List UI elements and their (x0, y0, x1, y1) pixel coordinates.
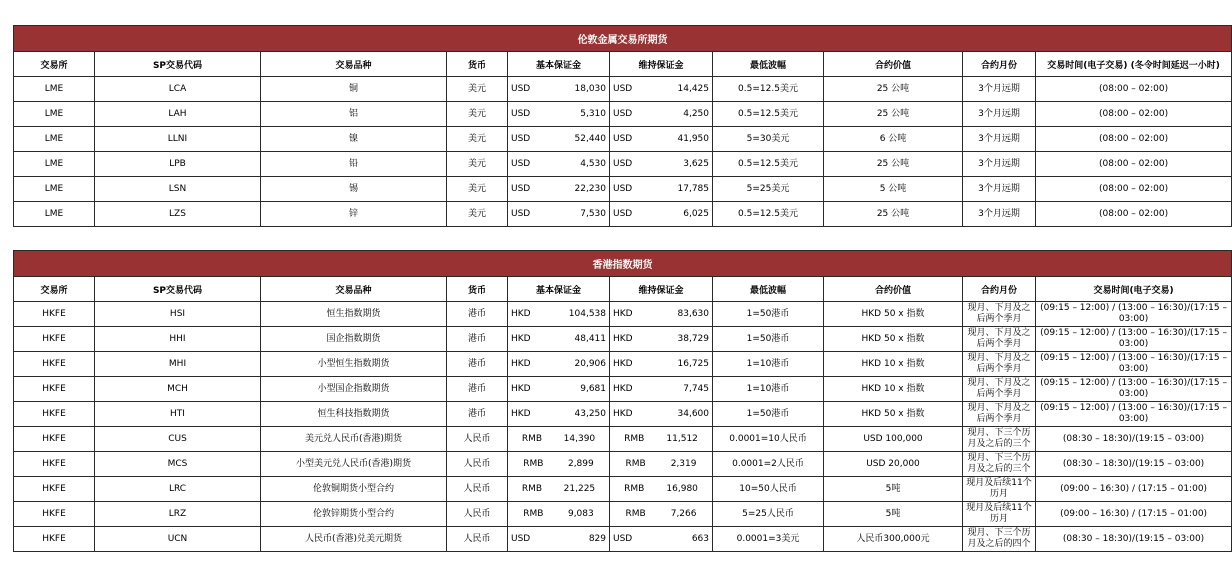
currency-code: USD (613, 133, 633, 144)
cell-exchange: LME (14, 177, 95, 202)
table-row (14, 452, 1232, 477)
cell-contract-value: HKD 50 x 指数 (824, 302, 963, 327)
amount: 21,225 (563, 483, 596, 494)
amount: 34,600 (677, 408, 709, 419)
cell-contract-month: 3个月远期 (963, 102, 1036, 127)
cell-trading-hours: (08:00 – 02:00) (1036, 77, 1232, 102)
amount: 7,745 (683, 383, 709, 394)
currency-code: USD (511, 158, 531, 169)
cell-sp-code: LRZ (95, 502, 261, 527)
currency-code: USD (613, 158, 633, 169)
table-row (14, 477, 1232, 502)
cell-sp-code: HSI (95, 302, 261, 327)
cell-contract-value: HKD 10 x 指数 (824, 377, 963, 402)
currency-code: HKD (613, 333, 633, 344)
cell-contract-value: 5吨 (824, 502, 963, 527)
cell-trading-hours: (08:00 – 02:00) (1036, 102, 1232, 127)
cell-contract-month: 现月、下月及之后两个季月 (963, 352, 1036, 377)
cell-initial-margin (508, 352, 610, 377)
header-product: 交易品种 (261, 277, 447, 302)
amount: 83,630 (677, 308, 709, 319)
table-row (14, 527, 1232, 552)
currency-code: USD (511, 133, 531, 144)
cell-trading-hours: (08:00 – 02:00) (1036, 177, 1232, 202)
cell-contract-value: 6 公吨 (824, 127, 963, 152)
cell-min-tick: 1=10港币 (713, 352, 824, 377)
currency-code: RMB (625, 508, 646, 519)
cell-sp-code: LPB (95, 152, 261, 177)
currency-code: HKD (613, 308, 633, 319)
cell-product: 铜 (261, 77, 447, 102)
cell-maintenance-margin (610, 102, 713, 127)
cell-trading-hours: (09:15 – 12:00) / (13:00 – 16:30)/(17:15 – 03:00) (1036, 327, 1232, 352)
amount: 38,729 (677, 333, 709, 344)
currency-code: RMB (523, 458, 544, 469)
cell-min-tick: 0.0001=3美元 (713, 527, 824, 552)
amount: 18,030 (574, 83, 606, 94)
currency-code: HKD (511, 408, 531, 419)
cell-sp-code: LCA (95, 77, 261, 102)
amount: 7,266 (670, 508, 697, 519)
cell-initial-margin (508, 452, 610, 477)
cell-product: 国企指数期货 (261, 327, 447, 352)
cell-sp-code: LAH (95, 102, 261, 127)
cell-min-tick: 0.5=12.5美元 (713, 202, 824, 227)
amount: 14,390 (563, 433, 596, 444)
amount: 6,025 (683, 208, 709, 219)
cell-product: 铝 (261, 102, 447, 127)
lme-table-title: 伦敦金属交易所期货 (14, 26, 1232, 52)
cell-currency: 港币 (447, 352, 508, 377)
amount: 7,530 (580, 208, 606, 219)
header-currency: 货币 (447, 277, 508, 302)
cell-maintenance-margin (610, 377, 713, 402)
header-contract-value: 合约价值 (824, 277, 963, 302)
cell-currency: 美元 (447, 152, 508, 177)
header-initial-margin: 基本保证金 (508, 52, 610, 77)
amount: 11,512 (666, 433, 698, 444)
amount: 22,230 (574, 183, 606, 194)
cell-sp-code: LZS (95, 202, 261, 227)
cell-contract-value: 5吨 (824, 477, 963, 502)
amount: 4,530 (580, 158, 606, 169)
cell-product: 镍 (261, 127, 447, 152)
amount: 2,319 (670, 458, 697, 469)
cell-initial-margin (508, 152, 610, 177)
amount: 9,083 (567, 508, 594, 519)
amount: 16,980 (666, 483, 698, 494)
amount: 16,725 (677, 358, 709, 369)
table-row (14, 77, 1232, 102)
cell-currency: 美元 (447, 177, 508, 202)
lme-header-row (14, 52, 1232, 77)
cell-maintenance-margin (610, 202, 713, 227)
cell-contract-value: HKD 10 x 指数 (824, 352, 963, 377)
cell-sp-code: MCS (95, 452, 261, 477)
cell-trading-hours: (09:15 – 12:00) / (13:00 – 16:30)/(17:15 – 03:00) (1036, 377, 1232, 402)
cell-exchange: HKFE (14, 352, 95, 377)
header-min-tick: 最低波幅 (713, 52, 824, 77)
cell-exchange: LME (14, 102, 95, 127)
table-row (14, 152, 1232, 177)
cell-exchange: HKFE (14, 302, 95, 327)
cell-currency: 人民币 (447, 452, 508, 477)
cell-currency: 人民币 (447, 427, 508, 452)
cell-currency: 港币 (447, 402, 508, 427)
cell-initial-margin (508, 477, 610, 502)
cell-contract-month: 现月、下三个历月及之后的四个 (963, 527, 1036, 552)
amount: 663 (691, 533, 709, 544)
cell-trading-hours: (08:00 – 02:00) (1036, 202, 1232, 227)
amount: 43,250 (574, 408, 606, 419)
cell-contract-value: HKD 50 x 指数 (824, 327, 963, 352)
cell-product: 伦敦铜期货小型合约 (261, 477, 447, 502)
table-row (14, 177, 1232, 202)
currency-code: RMB (624, 433, 645, 444)
cell-product: 小型恒生指数期货 (261, 352, 447, 377)
header-contract-month: 合约月份 (963, 52, 1036, 77)
cell-initial-margin (508, 302, 610, 327)
cell-trading-hours: (08:30 – 18:30)/(19:15 – 03:00) (1036, 427, 1232, 452)
cell-maintenance-margin (610, 477, 713, 502)
cell-initial-margin (508, 327, 610, 352)
amount: 3,625 (683, 158, 709, 169)
cell-contract-month: 3个月远期 (963, 127, 1036, 152)
table-row (14, 102, 1232, 127)
cell-contract-value: 25 公吨 (824, 202, 963, 227)
cell-exchange: HKFE (14, 402, 95, 427)
cell-contract-value: 25 公吨 (824, 77, 963, 102)
table-row (14, 302, 1232, 327)
amount: 104,538 (568, 308, 606, 319)
hk-header-row (14, 277, 1232, 302)
cell-exchange: HKFE (14, 427, 95, 452)
cell-currency: 美元 (447, 202, 508, 227)
currency-code: USD (613, 183, 633, 194)
cell-contract-month: 现月、下三个历月及之后的三个 (963, 427, 1036, 452)
cell-min-tick: 0.5=12.5美元 (713, 102, 824, 127)
amount: 5,310 (580, 108, 606, 119)
cell-currency: 美元 (447, 77, 508, 102)
header-min-tick: 最低波幅 (713, 277, 824, 302)
cell-initial-margin (508, 177, 610, 202)
header-contract-value: 合约价值 (824, 52, 963, 77)
cell-contract-month: 现月、下月及之后两个季月 (963, 327, 1036, 352)
cell-trading-hours: (09:00 – 16:30) / (17:15 – 01:00) (1036, 502, 1232, 527)
cell-sp-code: HTI (95, 402, 261, 427)
currency-code: HKD (511, 333, 531, 344)
cell-exchange: LME (14, 77, 95, 102)
currency-code: HKD (511, 383, 531, 394)
cell-product: 锡 (261, 177, 447, 202)
cell-maintenance-margin (610, 302, 713, 327)
amount: 17,785 (677, 183, 709, 194)
header-initial-margin: 基本保证金 (508, 277, 610, 302)
cell-currency: 港币 (447, 377, 508, 402)
table-row (14, 127, 1232, 152)
cell-currency: 港币 (447, 327, 508, 352)
cell-sp-code: LLNI (95, 127, 261, 152)
cell-maintenance-margin (610, 327, 713, 352)
currency-code: RMB (521, 483, 543, 494)
currency-code: RMB (521, 433, 543, 444)
lme-futures-table (13, 25, 1232, 227)
cell-product: 铅 (261, 152, 447, 177)
cell-contract-value: HKD 50 x 指数 (824, 402, 963, 427)
amount: 14,425 (677, 83, 709, 94)
cell-sp-code: MCH (95, 377, 261, 402)
cell-exchange: HKFE (14, 527, 95, 552)
header-maintenance-margin: 维持保证金 (610, 52, 713, 77)
cell-min-tick: 0.5=12.5美元 (713, 152, 824, 177)
cell-contract-month: 3个月远期 (963, 152, 1036, 177)
cell-contract-month: 现月、下月及之后两个季月 (963, 377, 1036, 402)
header-exchange: 交易所 (14, 52, 95, 77)
cell-maintenance-margin (610, 352, 713, 377)
cell-contract-value: 25 公吨 (824, 102, 963, 127)
header-maintenance-margin: 维持保证金 (610, 277, 713, 302)
currency-code: USD (511, 208, 531, 219)
currency-code: USD (511, 183, 531, 194)
cell-trading-hours: (09:15 – 12:00) / (13:00 – 16:30)/(17:15 – 03:00) (1036, 302, 1232, 327)
amount: 20,906 (574, 358, 606, 369)
cell-currency: 港币 (447, 302, 508, 327)
cell-sp-code: UCN (95, 527, 261, 552)
cell-initial-margin (508, 102, 610, 127)
cell-maintenance-margin (610, 452, 713, 477)
cell-min-tick: 0.5=12.5美元 (713, 77, 824, 102)
cell-contract-value: 人民币300,000元 (824, 527, 963, 552)
cell-initial-margin (508, 502, 610, 527)
header-contract-month: 合约月份 (963, 277, 1036, 302)
cell-min-tick: 5=25美元 (713, 177, 824, 202)
currency-code: USD (613, 108, 633, 119)
cell-sp-code: HHI (95, 327, 261, 352)
table-row (14, 377, 1232, 402)
cell-product: 伦敦锌期货小型合约 (261, 502, 447, 527)
cell-trading-hours: (09:15 – 12:00) / (13:00 – 16:30)/(17:15 – 03:00) (1036, 352, 1232, 377)
cell-maintenance-margin (610, 402, 713, 427)
cell-maintenance-margin (610, 427, 713, 452)
cell-currency: 人民币 (447, 477, 508, 502)
cell-contract-month: 现月、下月及之后两个季月 (963, 302, 1036, 327)
cell-maintenance-margin (610, 127, 713, 152)
currency-code: USD (613, 533, 633, 544)
header-trading-hours: 交易时间(电子交易) (1036, 277, 1232, 302)
cell-exchange: HKFE (14, 327, 95, 352)
cell-contract-month: 3个月远期 (963, 177, 1036, 202)
table-row (14, 402, 1232, 427)
cell-product: 小型国企指数期货 (261, 377, 447, 402)
cell-min-tick: 1=50港币 (713, 327, 824, 352)
cell-min-tick: 0.0001=2人民币 (713, 452, 824, 477)
cell-sp-code: MHI (95, 352, 261, 377)
table-row (14, 427, 1232, 452)
table-row (14, 327, 1232, 352)
header-sp-code: SP交易代码 (95, 52, 261, 77)
table-row (14, 202, 1232, 227)
currency-code: USD (511, 533, 531, 544)
amount: 41,950 (677, 133, 709, 144)
cell-min-tick: 5=25人民币 (713, 502, 824, 527)
cell-currency: 美元 (447, 127, 508, 152)
amount: 829 (588, 533, 606, 544)
cell-maintenance-margin (610, 502, 713, 527)
currency-code: USD (613, 83, 633, 94)
amount: 48,411 (574, 333, 606, 344)
cell-trading-hours: (08:30 – 18:30)/(19:15 – 03:00) (1036, 452, 1232, 477)
cell-trading-hours: (08:30 – 18:30)/(19:15 – 03:00) (1036, 527, 1232, 552)
currency-code: HKD (613, 383, 633, 394)
cell-initial-margin (508, 127, 610, 152)
header-trading-hours: 交易时间(电子交易) (冬令时间延迟一小时) (1036, 52, 1232, 77)
cell-initial-margin (508, 377, 610, 402)
cell-initial-margin (508, 77, 610, 102)
cell-exchange: LME (14, 202, 95, 227)
cell-contract-month: 现月及后续11个历月 (963, 502, 1036, 527)
cell-trading-hours: (08:00 – 02:00) (1036, 127, 1232, 152)
cell-min-tick: 10=50人民币 (713, 477, 824, 502)
cell-maintenance-margin (610, 152, 713, 177)
cell-min-tick: 5=30美元 (713, 127, 824, 152)
cell-min-tick: 0.0001=10人民币 (713, 427, 824, 452)
cell-sp-code: LRC (95, 477, 261, 502)
cell-exchange: HKFE (14, 502, 95, 527)
cell-sp-code: LSN (95, 177, 261, 202)
currency-code: RMB (625, 458, 646, 469)
hk-table-title: 香港指数期货 (14, 251, 1232, 277)
amount: 52,440 (574, 133, 606, 144)
cell-exchange: HKFE (14, 452, 95, 477)
cell-min-tick: 1=50港币 (713, 402, 824, 427)
cell-currency: 人民币 (447, 502, 508, 527)
header-currency: 货币 (447, 52, 508, 77)
cell-initial-margin (508, 202, 610, 227)
currency-code: RMB (523, 508, 544, 519)
cell-min-tick: 1=50港币 (713, 302, 824, 327)
header-exchange: 交易所 (14, 277, 95, 302)
currency-code: USD (613, 208, 633, 219)
currency-code: HKD (613, 408, 633, 419)
cell-min-tick: 1=10港币 (713, 377, 824, 402)
table-row (14, 502, 1232, 527)
cell-contract-month: 现月及后续11个历月 (963, 477, 1036, 502)
header-product: 交易品种 (261, 52, 447, 77)
cell-currency: 美元 (447, 102, 508, 127)
cell-currency: 人民币 (447, 527, 508, 552)
cell-contract-month: 现月、下月及之后两个季月 (963, 402, 1036, 427)
cell-exchange: HKFE (14, 477, 95, 502)
cell-exchange: LME (14, 152, 95, 177)
hk-index-futures-table (13, 250, 1232, 552)
currency-code: USD (511, 108, 531, 119)
amount: 2,899 (567, 458, 594, 469)
cell-initial-margin (508, 527, 610, 552)
cell-sp-code: CUS (95, 427, 261, 452)
cell-initial-margin (508, 402, 610, 427)
cell-maintenance-margin (610, 177, 713, 202)
cell-trading-hours: (09:00 – 16:30) / (17:15 – 01:00) (1036, 477, 1232, 502)
cell-contract-value: USD 20,000 (824, 452, 963, 477)
cell-trading-hours: (08:00 – 02:00) (1036, 152, 1232, 177)
cell-contract-value: USD 100,000 (824, 427, 963, 452)
currency-code: HKD (613, 358, 633, 369)
cell-product: 恒生指数期货 (261, 302, 447, 327)
currency-code: USD (511, 83, 531, 94)
cell-contract-month: 3个月远期 (963, 77, 1036, 102)
cell-maintenance-margin (610, 527, 713, 552)
cell-contract-value: 5 公吨 (824, 177, 963, 202)
amount: 4,250 (683, 108, 709, 119)
cell-exchange: HKFE (14, 377, 95, 402)
amount: 9,681 (580, 383, 606, 394)
table-row (14, 352, 1232, 377)
cell-contract-value: 25 公吨 (824, 152, 963, 177)
cell-trading-hours: (09:15 – 12:00) / (13:00 – 16:30)/(17:15 – 03:00) (1036, 402, 1232, 427)
cell-contract-month: 现月、下三个历月及之后的三个 (963, 452, 1036, 477)
cell-contract-month: 3个月远期 (963, 202, 1036, 227)
currency-code: RMB (624, 483, 645, 494)
cell-product: 小型美元兑人民币(香港)期货 (261, 452, 447, 477)
cell-exchange: LME (14, 127, 95, 152)
cell-product: 恒生科技指数期货 (261, 402, 447, 427)
cell-product: 美元兑人民币(香港)期货 (261, 427, 447, 452)
currency-code: HKD (511, 308, 531, 319)
header-sp-code: SP交易代码 (95, 277, 261, 302)
cell-product: 人民币(香港)兑美元期货 (261, 527, 447, 552)
cell-maintenance-margin (610, 77, 713, 102)
currency-code: HKD (511, 358, 531, 369)
cell-initial-margin (508, 427, 610, 452)
cell-product: 锌 (261, 202, 447, 227)
